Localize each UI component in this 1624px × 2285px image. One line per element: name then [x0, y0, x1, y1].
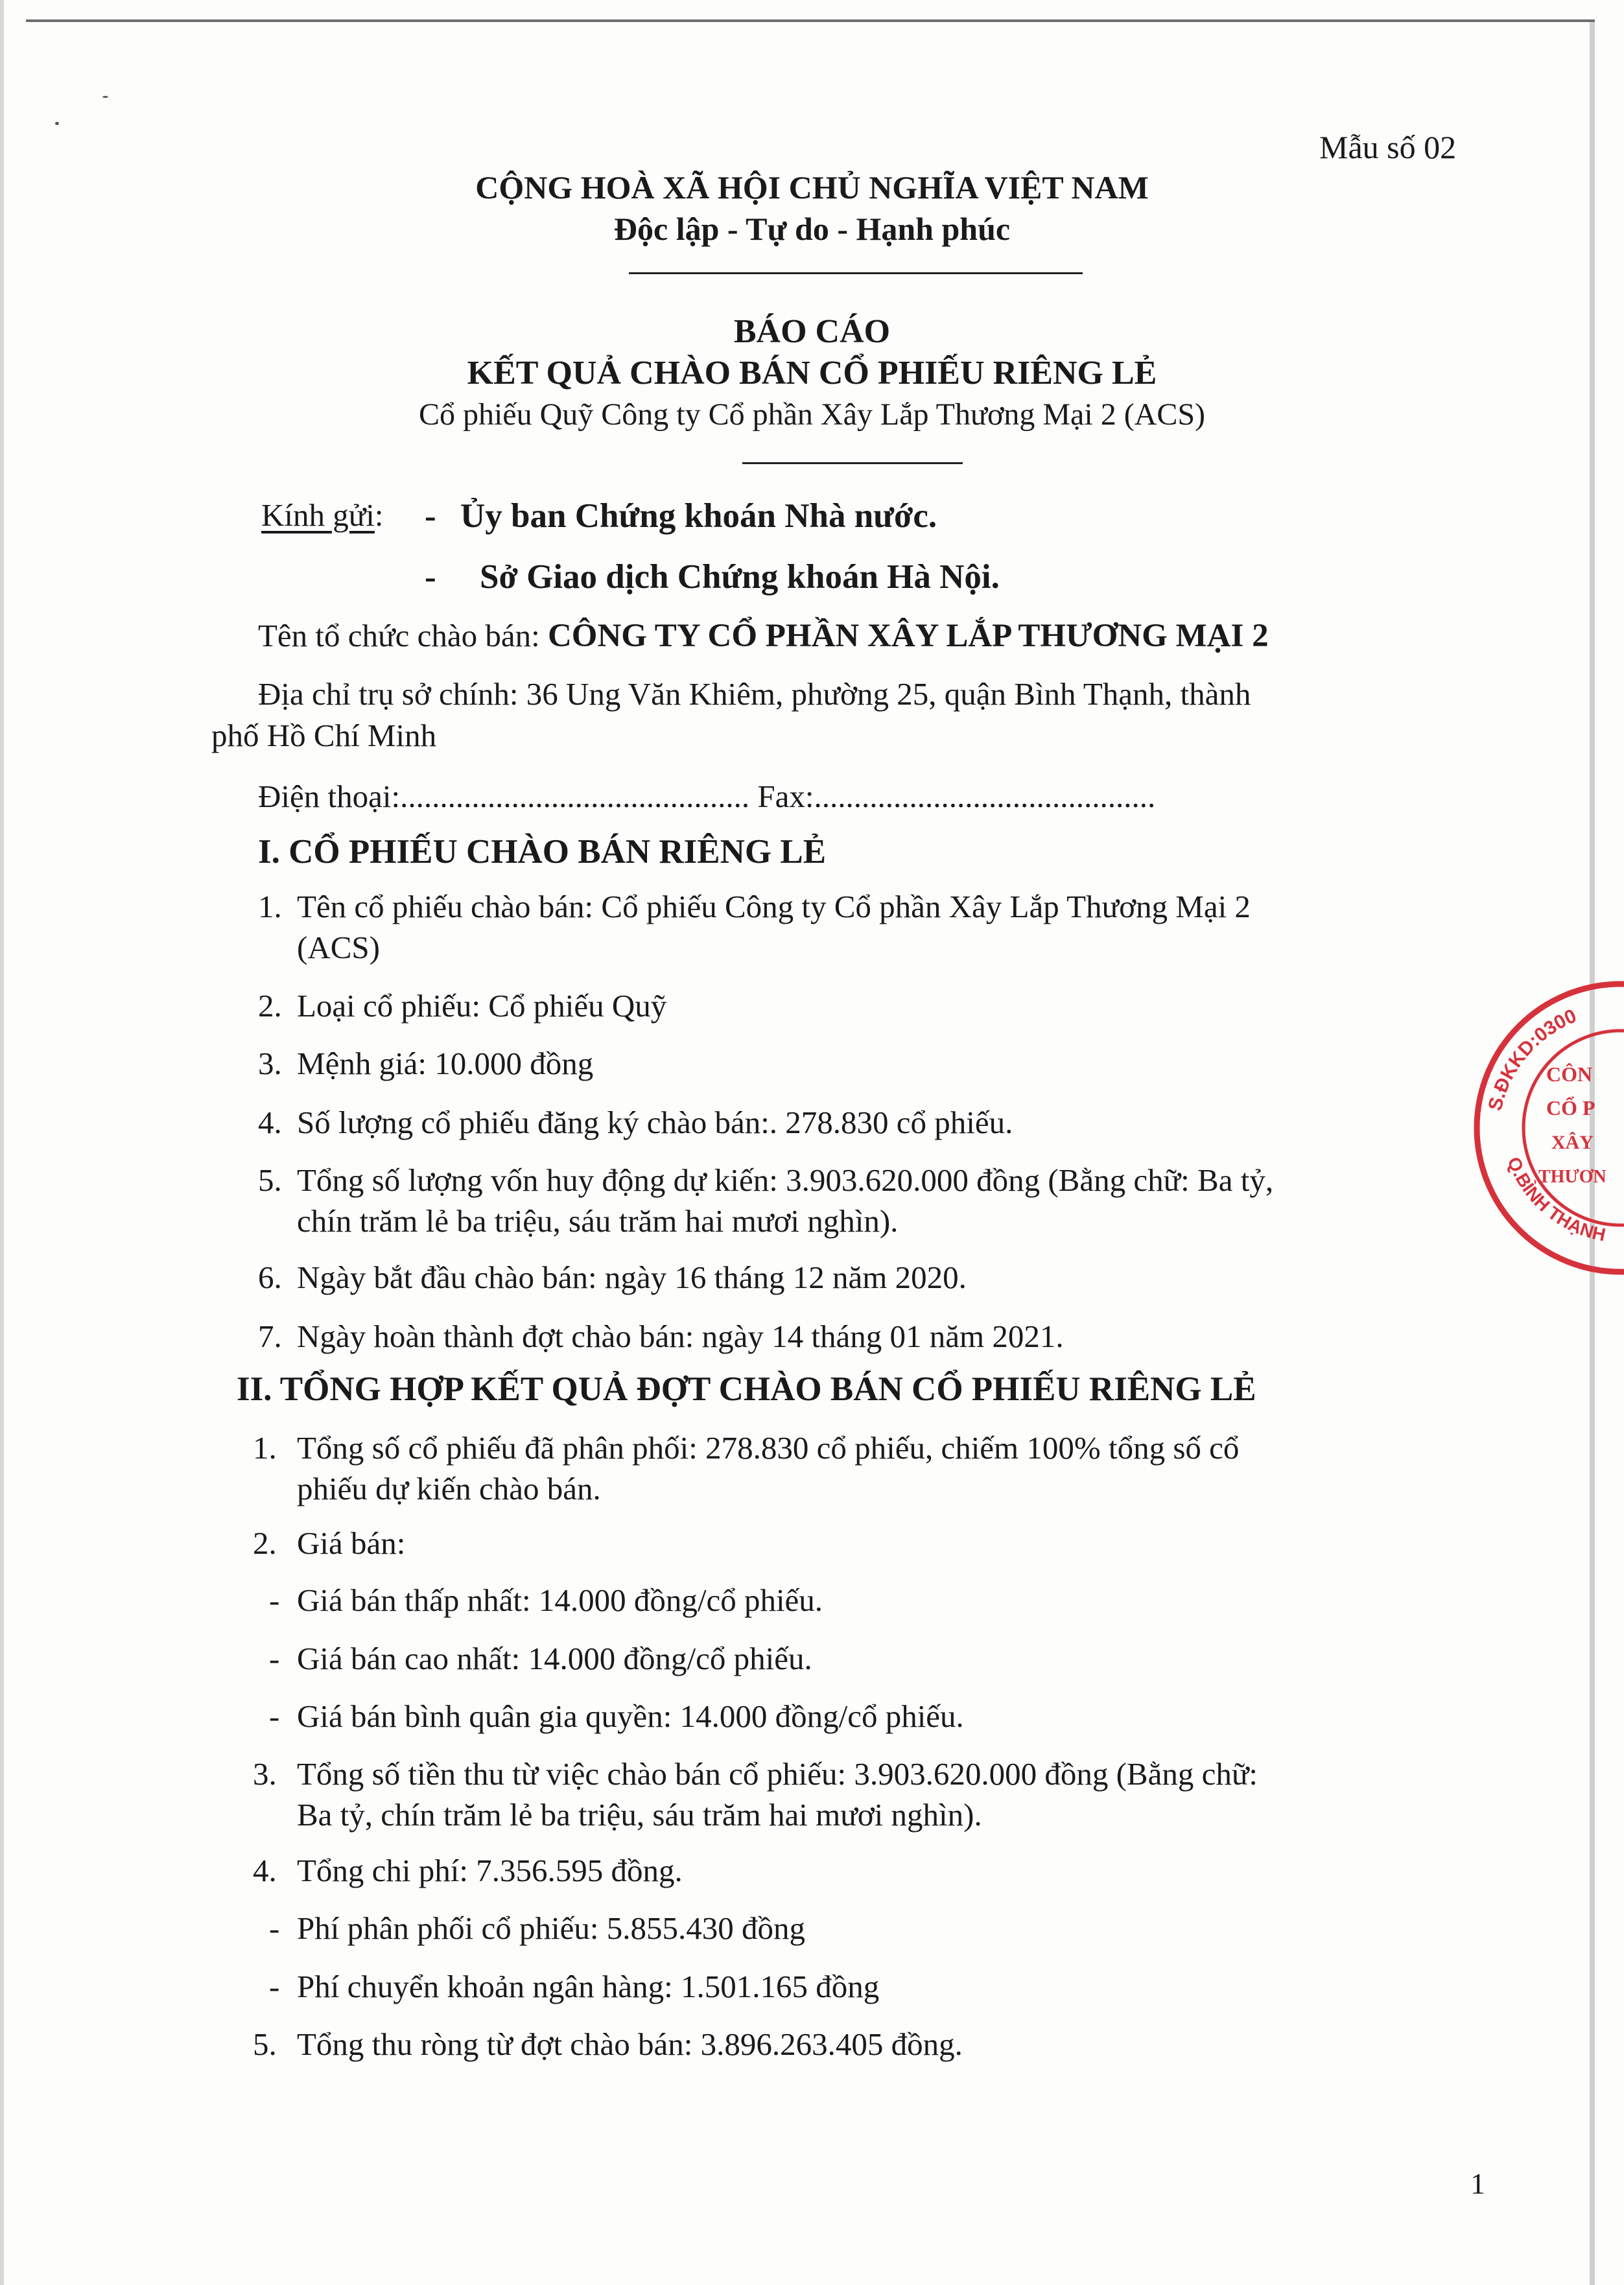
list-item-text: Phí phân phối cổ phiếu: 5.855.430 đồng	[297, 1910, 805, 1946]
recipients-colon: :	[374, 497, 384, 533]
recipient-dash: -	[425, 558, 436, 596]
list-dash: -	[269, 1969, 280, 2004]
list-dash: -	[269, 1698, 280, 1734]
doc-subtitle: Cổ phiếu Quỹ Công ty Cổ phần Xây Lắp Thương Mại 2 (ACS)	[418, 397, 1206, 432]
recipients-label-text: Kính gửi	[261, 497, 375, 533]
motto: Độc lập - Tự do - Hạnh phúc	[613, 211, 1011, 247]
stamp-line-1: CÔN	[1546, 1062, 1593, 1086]
section1-heading: I. CỔ PHIẾU CHÀO BÁN RIÊNG LẺ	[258, 833, 827, 871]
list-item-text: Giá bán:	[297, 1525, 406, 1561]
list-item-text: phiếu dự kiến chào bán.	[297, 1471, 601, 1506]
list-number: 4.	[253, 1853, 277, 1888]
scan-edge-top	[26, 19, 1595, 22]
nation-title: CỘNG HOÀ XÃ HỘI CHỦ NGHĨA VIỆT NAM	[475, 169, 1149, 205]
list-item-text: Tổng số tiền thu từ việc chào bán cổ phiếu: 3.903.620.000 đồng (Bằng chữ:	[297, 1756, 1258, 1792]
list-number: 4.	[258, 1105, 282, 1140]
list-dash: -	[269, 1582, 280, 1618]
title-rule	[742, 462, 963, 464]
list-number: 1.	[258, 889, 282, 924]
header-rule	[629, 272, 1083, 274]
recipient-dash: -	[425, 497, 436, 535]
list-dash: -	[269, 1641, 280, 1676]
page-number: 1	[1470, 2167, 1485, 2200]
list-number: 5.	[258, 1162, 282, 1198]
list-item-text: Tổng số cổ phiếu đã phân phối: 278.830 cổ phiếu, chiếm 100% tổng số cổ	[297, 1430, 1240, 1466]
list-item-text: chín trăm lẻ ba triệu, sáu trăm hai mươi nghìn).	[297, 1203, 899, 1239]
list-dash: -	[269, 1910, 280, 1946]
list-number: 7.	[258, 1318, 282, 1354]
list-item-text: Tổng chi phí: 7.356.595 đồng.	[297, 1853, 683, 1888]
list-item-text: Tổng số lượng vốn huy động dự kiến: 3.903.620.000 đồng (Bằng chữ: Ba tỷ,	[297, 1162, 1274, 1198]
company-stamp	[1462, 972, 1624, 1283]
issuer-name-value: CÔNG TY CỔ PHẦN XÂY LẮP THƯƠNG MẠI 2	[547, 618, 1269, 654]
list-item-text: Phí chuyển khoản ngân hàng: 1.501.165 đồng	[297, 1969, 880, 2004]
scan-speck	[102, 96, 108, 98]
list-number: 2.	[258, 988, 282, 1024]
stamp-line-3: XÂY	[1551, 1132, 1594, 1153]
issuer-address-line1: Địa chỉ trụ sở chính: 36 Ung Văn Khiêm, phường 25, quận Bình Thạnh, thành	[258, 676, 1251, 712]
section2-heading: II. TỔNG HỢP KẾT QUẢ ĐỢT CHÀO BÁN CỔ PHIẾU RIÊNG LẺ	[237, 1370, 1256, 1408]
doc-title: KẾT QUẢ CHÀO BÁN CỔ PHIẾU RIÊNG LẺ	[467, 355, 1157, 392]
list-item-text: Loại cổ phiếu: Cổ phiếu Quỹ	[297, 988, 667, 1024]
list-number: 3.	[258, 1046, 282, 1081]
list-item-text: Mệnh giá: 10.000 đồng	[297, 1046, 594, 1081]
list-item-text: Giá bán cao nhất: 14.000 đồng/cổ phiếu.	[297, 1641, 812, 1676]
issuer-name-row	[258, 617, 1269, 655]
stamp-seal-icon	[1462, 972, 1624, 1283]
stamp-bottom-path-text: Q.BÌNH THẠNH	[1503, 1154, 1608, 1245]
issuer-name-label: Tên tổ chức chào bán:	[258, 618, 540, 653]
list-item-text: Giá bán thấp nhất: 14.000 đồng/cổ phiếu.	[297, 1582, 823, 1618]
list-item-text: Số lượng cổ phiếu đăng ký chào bán:. 278.830 cổ phiếu.	[297, 1105, 1013, 1140]
list-number: 2.	[253, 1525, 277, 1561]
recipient-2: Sở Giao dịch Chứng khoán Hà Nội.	[480, 558, 1000, 596]
recipient-1: Ủy ban Chứng khoán Nhà nước.	[460, 497, 937, 535]
list-number: 6.	[258, 1260, 282, 1295]
form-number: Mẫu số 02	[1319, 129, 1457, 165]
doc-type: BÁO CÁO	[733, 313, 891, 350]
list-item-text: Ba tỷ, chín trăm lẻ ba triệu, sáu trăm hai mươi nghìn).	[297, 1797, 982, 1833]
stamp-ring-path-text: S.ĐKKD:0300	[1484, 1005, 1580, 1113]
issuer-address-line2: phố Hồ Chí Minh	[211, 718, 437, 753]
list-number: 1.	[253, 1430, 277, 1466]
stamp-line-2: CỔ P	[1546, 1096, 1595, 1119]
stamp-line-4: THƯƠN	[1538, 1167, 1606, 1187]
list-item-text: Tên cổ phiếu chào bán: Cổ phiếu Công ty Cổ phần Xây Lắp Thương Mại 2	[297, 889, 1251, 924]
list-number: 3.	[253, 1756, 277, 1792]
issuer-phone-fax: Điện thoại:............................................ Fax:...........................................	[258, 779, 1156, 814]
list-item-text: Giá bán bình quân gia quyền: 14.000 đồng/cổ phiếu.	[297, 1698, 964, 1734]
list-number: 5.	[253, 2026, 277, 2062]
recipients-label	[261, 497, 384, 533]
list-item-text: (ACS)	[297, 930, 380, 965]
list-item-text: Tổng thu ròng từ đợt chào bán: 3.896.263.405 đồng.	[297, 2026, 963, 2062]
list-item-text: Ngày bắt đầu chào bán: ngày 16 tháng 12 năm 2020.	[297, 1260, 967, 1295]
list-item-text: Ngày hoàn thành đợt chào bán: ngày 14 tháng 01 năm 2021.	[297, 1318, 1064, 1354]
scan-speck	[55, 122, 59, 125]
